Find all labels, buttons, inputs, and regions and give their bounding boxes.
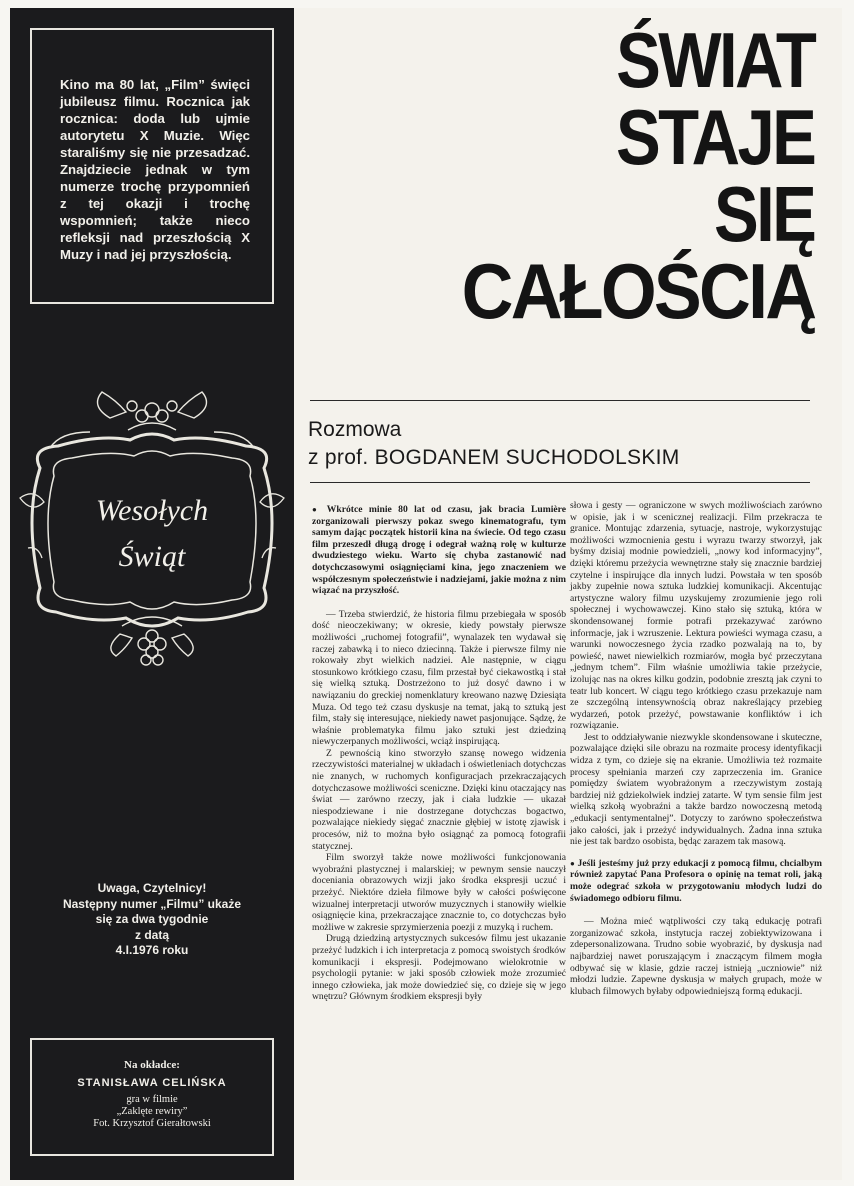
greeting-line1: Wesołych — [95, 494, 209, 527]
article-lead-question: ● Wkrótce minie 80 lat od czasu, jak bracia Lumière zorganizowali pierwszy pokaz swego kinematografu, tym samym dając początek historii kina na świecie. Od tego czasu film przeszedł długą drogę i odegrał ważną rolę w kulturze dwudziestego wieku. Warto się chyba zastanowić nad dotychczasowymi osiągnięciami kina, jego znaczeniem we współczesnym społeczeństwie i nadziejami, jakie można z nim wiązać na przyszłość. — [312, 504, 566, 597]
article-question-2: ● Jeśli jesteśmy już przy edukacji z pomocą filmu, chcialbym również zapytać Pana Profesora o opinię na temat roli, jaką może odegrać szkoła w przygotowaniu młodych ludzi do świadomego odbioru filmu. — [570, 858, 822, 904]
article-paragraph: — Można mieć wątpliwości czy taką edukację potrafi zorganizować szkoła, instytucja raczej zobiektywizowana i zdepersonalizowana. Trudno sobie wyobrazić, by dyskusja nad najbardziej nawet poruszającym i znaczącym filmem mogła odbywać się w klasie, gdzie raczej istnieją „uczniowie” niż młodzi ludzie. Zapewne dyskusja w małych grupach, może w klubach filmowych byłaby odpowiedniejszą formą edukacji. — [570, 916, 822, 997]
article-paragraph: słowa i gesty — ograniczone w swych możliwościach zarówno w opisie, jak i w scenicznej realizacji. Film przekracza te granice. Montując zdarzenia, sytuacje, nastroje, wykorzystując możliwości wzmocnienia gestu i wyrazu twarzy stworzył, jak byśmy dzisiaj modnie powiedzieli, „nowy kod informacyjny”, dzięki któremu przeżycia wewnętrzne stały się znacznie bardziej czytelne i inspirujące dla innych ludzi. Powstała w ten sposób jakby zupełnie nowa sztuka ludzkiej komunikacji. Akcentując artystyczne walory filmu uzyskujemy zrozumienie jego roli społecznej i wychowawczej. Kino stało się sztuką, która w skondensowanej formie potrafi przekazywać zarówno informacje, jak i wzruszenie. Lektura powieści wymaga czasu, a warunki nowoczesnego życia rzadko pozwalają na to, by powieść, nawet niewielkich rozmiarów, mogła być przeczytana „jednym tchem”. Film właśnie umożliwia takie przeżycie, izolując nas na okres kilku godzin, podobnie zresztą jak czyni to teatr lub koncert. W ciągu tego krótkiego czasu przekazuje nam ze szczególną intensywnością obraz nakreślający przebieg wydarzeń, potok przeżyć, powstawanie konfliktów i ich rozwiązanie. — [570, 500, 822, 732]
intro-text: Kino ma 80 lat, „Film” święci jubileusz filmu. Rocznica jak rocznica: doda lub ujmie autorytetu X Muzie. Więc staraliśmy się nie przesadzać. Znajdziecie jednak w tym numerze trochę przypomnień z tej okazji i trochę wspomnień; także nieco refleksji nad przeszłością X Muzy i nad jej przyszłością. — [60, 77, 250, 262]
greeting-ornament — [10, 388, 294, 668]
divider-top — [310, 400, 810, 401]
article-paragraph: Drugą dziedziną artystycznych sukcesów filmu jest ukazanie przeżyć ludzkich i ich interpretacja z pomocą swoistych środków komunikacji i ekspresji. Podejmowano wielokrotnie w psychologii pytanie: w jaki sposób człowiek może zrozumieć innego człowieka, jak może dowiedzieć się, co dzieje się w jego wnętrzu? Głównym środkiem ekspresji były — [312, 933, 566, 1003]
divider-bottom — [310, 482, 810, 483]
headline — [431, 16, 814, 335]
cover-credit-box — [30, 1038, 274, 1156]
next-issue-notice — [30, 881, 274, 959]
article-column-2 — [570, 500, 822, 997]
cover-film-line2: „Zaklęte rewiry” — [116, 1106, 188, 1117]
intro-box — [30, 28, 274, 304]
notice-line2: Następny numer „Filmu” ukaże — [62, 896, 242, 911]
notice-line4: z datą — [134, 927, 169, 942]
cover-name: STANISŁAWA CELIŃSKA — [77, 1077, 227, 1089]
subtitle-line1: Rozmowa — [308, 418, 402, 441]
cover-label: Na okładce: — [124, 1059, 180, 1071]
article-paragraph: Film sworzył także nowe możliwości funkcjonowania wyobraźni plastycznej i malarskiej; w pewnym sensie nauczył doceniania obrazowych wizji jako środka ekspresji uczuć i przeżyć. Niektóre dzieła filmowe były w całości poświęcone wizualnej interpretacji utworów muzycznych i stanowiły wielkie osiągnięcie kina, przekraczające znacznie to, co dotychczas było możliwe w zakresie sprzymierzenia poezji z muzyką i ruchem. — [312, 852, 566, 933]
notice-line3: się za dwa tygodnie — [95, 912, 209, 926]
headline-line2: STAJE — [615, 93, 814, 181]
grape-cluster-bottom-icon — [111, 617, 193, 665]
frame-inner — [48, 451, 256, 609]
headline-line1: ŚWIAT — [615, 16, 814, 104]
headline-line4: CAŁOŚCIĄ — [461, 247, 814, 335]
cover-film-line1: gra w filmie — [126, 1094, 178, 1105]
notice-line5: 4.I.1976 roku — [115, 943, 189, 957]
article-page — [294, 8, 842, 1180]
article-column-1 — [312, 504, 566, 1003]
notice-line1: Uwaga, Czytelnicy! — [97, 881, 207, 895]
article-paragraph: — Trzeba stwierdzić, że historia filmu przebiegała w sposób dość nieoczekiwany; w okresie, kiedy powstały pierwsze możliwości „ruchomej fotografii”, wynalazek ten wydawał się raczej zabawką i to nieco dziecinną. Także i pierwsze filmy nie rokowały zbyt wielkich nadziei. Ale następnie, w ciągu stosunkowo krótkiego czasu, film przestał być ciekawostką i stał się wielką sztuką. Dostrzeżono to już dosyć dawno i w nawiązaniu do greckiej nomenklatury kreowano nazwę Dziesiąta Muza. Od tego też czasu dyskusje na temat, jaką to sztuką jest film, stały się interesujące, niekiedy nawet pasjonujące. Sądzę, że właśnie problematyka filmu jako sztuki jest dziedziną niewyczerpanych możliwości, wciąż inspirującą. — [312, 608, 566, 748]
cover-photo-credit: Fot. Krzysztof Gierałtowski — [93, 1118, 211, 1129]
article-paragraph: Z pewnością kino stworzyło szansę nowego widzenia rzeczywistości materialnej w układach i oświetleniach dotychczas nie znanych, w ruchomych konfiguracjach przekraczających dotychczasowe możliwości sceniczne. Dzięki kinu otaczający nas świat — zarówno rzeczy, jak i ciała ludzkie — ukazał niespodziewane i nie dostrzegane dotychczas bogactwo, pozwalające niekiedy sięgać znacznie głębiej w istotę zjawisk i procesów, niż to można było osiągnąć za pomocą fotografii statycznej. — [312, 747, 566, 852]
article-paragraph: Jest to oddziaływanie niezwykle skondensowane i skuteczne, pozwalające dzięki sile obrazu na rozmaite procesy identyfikacji widza z tym, co dzieje się na ekranie. Umożliwia też rozmaite procesy spełniania marzeń czy zaprzeczenia im. Granice pomiędzy światem wyobrażonym a rzeczywistym zostają bardziej niż gdziekolwiek indziej zatarte. W tym sensie film jest wielką szkołą wyobraźni a także bardzo nowoczesną metodą „edukacji sentymentalnej”. Dotyczy to zarówno społeczeństwa jako całości, jak i przeżyć indywidualnych. Żadna inna sztuka nie jest tak bardzo osobista, będąc zarazem tak masową. — [570, 731, 822, 848]
headline-line3: SIĘ — [713, 170, 814, 258]
greeting-line2: Świąt — [118, 540, 186, 573]
subtitle-line2: z prof. BOGDANEM SUCHODOLSKIM — [308, 446, 680, 469]
left-sidebar — [10, 8, 294, 1180]
